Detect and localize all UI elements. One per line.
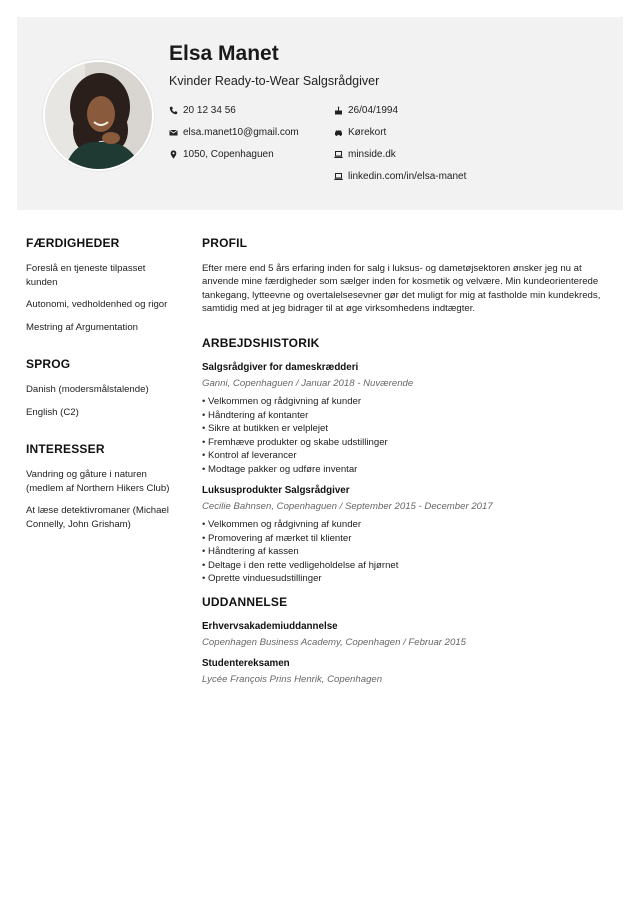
profile-text: Efter mere end 5 års erfaring inden for salg i luksus- og dametøjsektoren ønsker jeg nu at anvende mine færdigheder som sælger inden for kosmetik og velvære. Min kundeorienterede tankegang, lytteevne og overtalelsesevner gør det muligt for mig at fastholde min kundekreds, samtidig med at jeg bidrager til at øge virksomhedens indtægter. <box>202 263 601 314</box>
language-item: Danish (modersmålstalende) <box>26 384 149 395</box>
job-entry-meta: Ganni, Copenhaguen / Januar 2018 - Nuværende <box>202 378 414 390</box>
education-entry <box>202 621 612 648</box>
job-bullet: • Oprette vinduesudstillinger <box>202 572 612 586</box>
job-bullet: • Deltage i den rette vedligeholdelse af hjørnet <box>202 559 612 573</box>
job-entry-title: Salgsrådgiver for dameskrædderi <box>202 362 359 374</box>
job-entry-meta: Cecilie Bahnsen, Copenhaguen / September 2015 - December 2017 <box>202 501 493 513</box>
laptop-icon <box>334 150 343 159</box>
education-section <box>202 595 612 685</box>
skills-section <box>26 236 176 334</box>
job-bullet: • Kontrol af leverancer <box>202 449 612 463</box>
education-entry <box>202 658 612 685</box>
skill-item: Foreslå en tjeneste tilpasset kunden <box>26 263 146 288</box>
profile-title: PROFIL <box>202 236 248 250</box>
interest-item: Vandring og gåture i naturen (medlem af Northern Hikers Club) <box>26 469 170 494</box>
languages-title: SPROG <box>26 357 71 371</box>
job-entry-title: Luksusprodukter Salgsrådgiver <box>202 485 350 497</box>
contact-license: Kørekort <box>334 125 386 139</box>
languages-section <box>26 357 176 419</box>
job-bullets <box>202 395 612 476</box>
contact-birthdate: 26/04/1994 <box>334 103 398 117</box>
main-content <box>202 236 612 695</box>
education-entry-meta: Copenhagen Business Academy, Copenhagen / Februar 2015 <box>202 636 467 648</box>
contact-linkedin[interactable]: linkedin.com/in/elsa-manet <box>334 169 466 183</box>
language-item: English (C2) <box>26 406 79 418</box>
car-icon <box>334 128 343 137</box>
job-bullet: • Velkommen og rådgivning af kunder <box>202 518 612 532</box>
skills-title: FÆRDIGHEDER <box>26 236 120 250</box>
job-entry <box>202 362 612 476</box>
sidebar <box>26 236 176 554</box>
contact-email: elsa.manet10@gmail.com <box>169 125 299 139</box>
education-entry-title: Studentereksamen <box>202 657 290 669</box>
job-bullet: • Sikre at butikken er velplejet <box>202 422 612 436</box>
job-bullets <box>202 518 612 586</box>
cake-icon <box>334 106 343 115</box>
header <box>17 17 623 210</box>
phone-icon <box>169 106 178 115</box>
contact-location: 1050, Copenhaguen <box>169 147 274 161</box>
job-bullet: • Promovering af mærket til klienter <box>202 532 612 546</box>
job-bullet: • Modtage pakker og udføre inventar <box>202 463 612 477</box>
interests-title: INTERESSER <box>26 442 105 456</box>
contact-website[interactable]: minside.dk <box>334 147 396 161</box>
skill-item: Autonomi, vedholdenhed og rigor <box>26 299 168 310</box>
work-title: ARBEJDSHISTORIK <box>202 336 320 351</box>
contact-phone: 20 12 34 56 <box>169 103 236 117</box>
education-title: UDDANNELSE <box>202 594 288 609</box>
person-name: Elsa Manet <box>169 42 279 65</box>
job-bullet: • Håndtering af kontanter <box>202 409 612 423</box>
interest-item: At læse detektivromaner (Michael Connelly, John Grisham) <box>26 505 169 530</box>
job-bullet: • Fremhæve produkter og skabe udstillinger <box>202 436 612 450</box>
education-entry-title: Erhvervsakademiuddannelse <box>202 620 338 632</box>
job-bullet: • Håndtering af kassen <box>202 545 612 559</box>
education-entry-meta: Lycée François Prins Henrik, Copenhagen <box>202 673 383 685</box>
location-icon <box>169 150 178 159</box>
laptop-icon <box>334 172 343 181</box>
job-bullet: • Velkommen og rådgivning af kunder <box>202 395 612 409</box>
interests-section <box>26 442 176 531</box>
job-entry <box>202 485 612 586</box>
avatar <box>43 60 154 171</box>
work-section <box>202 336 612 586</box>
job-title: Kvinder Ready-to-Wear Salgsrådgiver <box>169 74 380 88</box>
skill-item: Mestring af Argumentation <box>26 321 138 333</box>
profile-section <box>202 236 612 315</box>
email-icon <box>169 128 178 137</box>
